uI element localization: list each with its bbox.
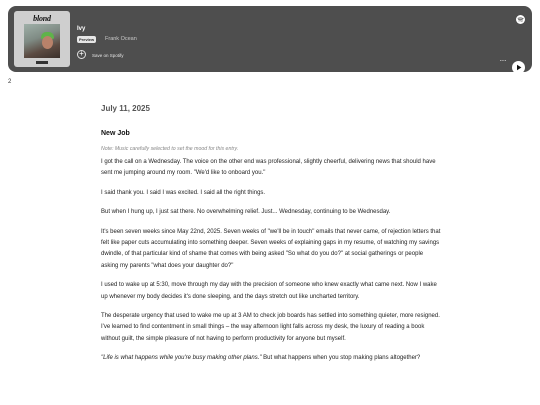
spotify-embed-player (8, 6, 532, 72)
journal-entry (101, 104, 441, 365)
track-title[interactable]: Ivy (77, 26, 86, 32)
spotify-logo-icon[interactable] (516, 15, 525, 24)
album-art[interactable] (14, 11, 70, 67)
entry-date: July 11, 2025 (101, 104, 150, 113)
entry-title: New Job (101, 130, 130, 137)
preview-badge: Preview (79, 37, 95, 42)
more-dots-icon[interactable]: ··· (499, 56, 506, 65)
plus-circle-icon[interactable]: + (77, 50, 86, 59)
entry-paragraph: The desperate urgency that used to wake me up at 3 AM to check job boards has settled into something quieter, more resigned. I've learned to find contentment in small things – the way afternoon light falls across my desk, the luxury of reading a book without guilt, the simple pleasure of not having to perform productivity for anyone but myself. (101, 313, 440, 342)
quote-text: "Life is what happens while you're busy making other plans." (101, 355, 262, 362)
play-button[interactable] (512, 61, 525, 74)
album-art-label (36, 61, 48, 64)
artist-name[interactable]: Frank Ocean (105, 36, 137, 42)
quote-followup: But what happens when you stop making plans altogether? (261, 355, 421, 362)
entry-paragraph: I said thank you. I said I was excited. I said all the right things. (101, 189, 266, 196)
album-art-title: blond (33, 14, 51, 23)
album-art-photo (24, 24, 60, 58)
entry-paragraph: But when I hung up, I just sat there. No overwhelming relief. Just... Wednesday, continuing to be Wednesday. (101, 209, 391, 216)
page-number: 2 (8, 79, 12, 85)
entry-note: Note: Music carefully selected to set the mood for this entry. (101, 146, 239, 152)
entry-paragraph: I got the call on a Wednesday. The voice on the other end was professional, slightly cheerful, delivering news that should have sent me jumping around my room. "We'd like to onboard you." (101, 159, 436, 177)
entry-paragraph-last (101, 353, 441, 364)
entry-paragraph: I used to wake up at 5:30, move through my day with the precision of someone who knew exactly what came next. Now I wake up whenever my body decides it's done sleeping, and the days stretch out like uncharted territory. (101, 282, 437, 300)
entry-paragraph: It's been seven weeks since May 22nd, 2025. Seven weeks of "we'll be in touch" emails that never came, of rejection letters that felt like paper cuts accumulating into something deeper. Seven weeks of explaining gaps in my resume, of watching my savings dwindle, of that particular kind of shame that comes with being asked "So what do you do?" at social gatherings or people asking my parents "what does your daughter do?" (101, 228, 441, 269)
play-icon (512, 61, 525, 74)
save-on-spotify-button[interactable]: Save on Spotify (92, 53, 124, 58)
